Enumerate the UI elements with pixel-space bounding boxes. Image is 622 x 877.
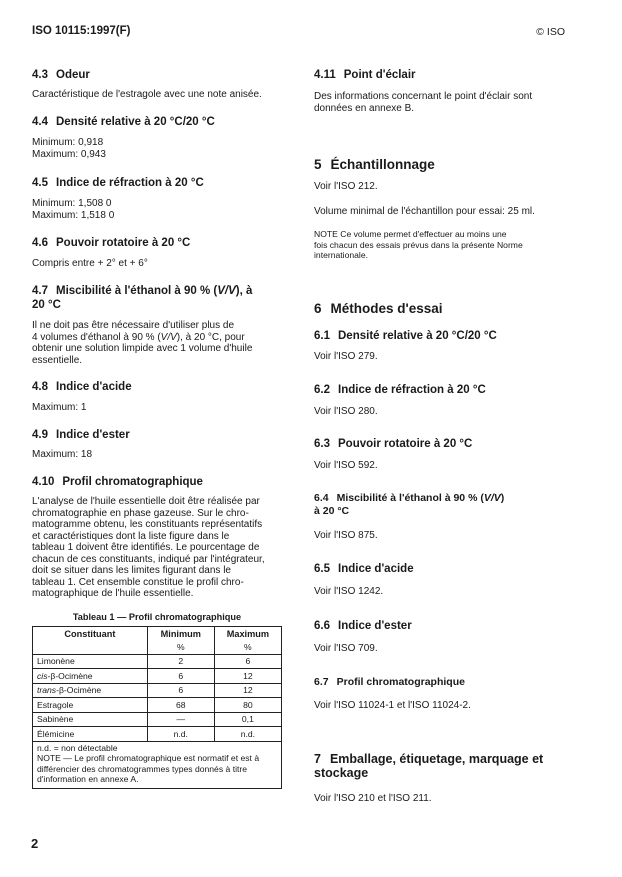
constituent-name: Estragole — [33, 698, 148, 713]
heading-4-10: 4.10 Profil chromatographique — [32, 476, 203, 488]
text-4-9: Maximum: 18 — [32, 449, 93, 460]
value-4-5-min: Minimum: 1,508 0 — [32, 198, 112, 209]
heading-4-5: 4.5 Indice de réfraction à 20 °C — [32, 177, 204, 189]
col-header-constituant: Constituant — [33, 627, 148, 641]
heading-5: 5 Échantillonnage — [314, 157, 435, 172]
heading-6-6: 6.6 Indice d'ester — [314, 620, 412, 632]
constituent-max: n.d. — [214, 727, 281, 742]
heading-6-3: 6.3 Pouvoir rotatoire à 20 °C — [314, 438, 473, 450]
value-4-4-min: Minimum: 0,918 — [32, 137, 104, 148]
constituent-name: trans-β-Ocimène — [33, 683, 148, 698]
heading-6-1: 6.1 Densité relative à 20 °C/20 °C — [314, 330, 497, 342]
col-header-maximum: Maximum — [214, 627, 281, 641]
text-6-2: Voir l'ISO 280. — [314, 406, 378, 417]
constituent-name: Sabinène — [33, 712, 148, 727]
heading-4-11: 4.11 Point d'éclair — [314, 69, 416, 81]
constituent-min: 6 — [147, 669, 214, 684]
text-4-3: Caractéristique de l'estragole avec une note anisée. — [32, 89, 262, 100]
constituent-min: n.d. — [147, 727, 214, 742]
table-footnote: n.d. = non détectable — [37, 742, 118, 753]
text-6-4: Voir l'ISO 875. — [314, 530, 378, 541]
constituent-min: — — [147, 712, 214, 727]
unit-min: % — [147, 641, 214, 655]
constituent-max: 0,1 — [214, 712, 281, 727]
constituent-min: 6 — [147, 683, 214, 698]
table-row — [33, 683, 282, 698]
text-6-1: Voir l'ISO 279. — [314, 351, 378, 362]
heading-4-6: 4.6 Pouvoir rotatoire à 20 °C — [32, 237, 191, 249]
text-4-6: Compris entre + 2° et + 6° — [32, 258, 148, 269]
text-4-8: Maximum: 1 — [32, 402, 87, 413]
text-7: Voir l'ISO 210 et l'ISO 211. — [314, 793, 432, 804]
col-header-minimum: Minimum — [147, 627, 214, 641]
value-4-4-max: Maximum: 0,943 — [32, 149, 106, 160]
text-4-10: L'analyse de l'huile essentielle doit être réalisée par chromatographie en phase gazeuse. Sur le chro- matogramme obtenu, les constituants représentatifs et caractéristiques dont la liste figure dans le tableau 1 doivent être identifiés. Le pourcentage de chacun de ces constituants, indiqué par l'intégrateur, doit se situer dans les limites figurant dans le tableau 1. Cet ensemble constitue le profil chro- matographique de l'huile essentielle. — [32, 496, 265, 599]
text-6-5: Voir l'ISO 1242. — [314, 586, 384, 597]
text-6-7: Voir l'ISO 11024-1 et l'ISO 11024-2. — [314, 700, 471, 711]
text-5-volume: Volume minimal de l'échantillon pour essai: 25 ml. — [314, 206, 535, 217]
heading-6-7: 6.7 Profil chromatographique — [314, 676, 465, 688]
heading-4-9: 4.9 Indice d'ester — [32, 429, 130, 441]
note-5: NOTE Ce volume permet d'effectuer au moins une fois chacun des essais prévus dans la présente Norme internationale. — [314, 229, 523, 260]
table-row — [33, 698, 282, 713]
heading-4-3: 4.3 Odeur — [32, 69, 90, 81]
table-row — [33, 669, 282, 684]
table-row — [33, 712, 282, 727]
constituent-max: 12 — [214, 683, 281, 698]
copyright: © ISO — [536, 26, 565, 38]
table-row — [33, 727, 282, 742]
text-6-6: Voir l'ISO 709. — [314, 643, 378, 654]
table-footnote-cell — [33, 741, 282, 788]
heading-6-5: 6.5 Indice d'acide — [314, 563, 414, 575]
heading-7: 7 Emballage, étiquetage, marquage et stockage — [314, 752, 544, 780]
page-number: 2 — [31, 836, 39, 851]
table-caption: Tableau 1 — Profil chromatographique — [72, 612, 242, 622]
heading-6-4: 6.4 Miscibilité à l'éthanol à 90 % (V/V) à 20 °C — [314, 492, 505, 517]
text-5-ref: Voir l'ISO 212. — [314, 181, 378, 192]
heading-6: 6 Méthodes d'essai — [314, 301, 443, 316]
heading-4-4: 4.4 Densité relative à 20 °C/20 °C — [32, 116, 215, 128]
unit-blank — [33, 641, 148, 655]
constituent-min: 2 — [147, 654, 214, 669]
constituent-max: 6 — [214, 654, 281, 669]
table-chromatographic-profile — [32, 626, 282, 789]
standard-id: ISO 10115:1997(F) — [32, 25, 131, 37]
text-4-7: Il ne doit pas être nécessaire d'utiliser plus de 4 volumes d'éthanol à 90 % (V/V), à 20 °C, pour obtenir une solution limpide avec 1 volume d'huile essentielle. — [32, 320, 253, 366]
constituent-max: 80 — [214, 698, 281, 713]
table-note: NOTE — Le profil chromatographique est normatif et est à différencier des chromatogrammes types donnés à titre d'information en annexe A. — [37, 753, 260, 784]
constituent-name: Élémicine — [33, 727, 148, 742]
value-4-5-max: Maximum: 1,518 0 — [32, 210, 115, 221]
constituent-name: Limonène — [33, 654, 148, 669]
unit-max: % — [214, 641, 281, 655]
constituent-min: 68 — [147, 698, 214, 713]
text-4-11: Des informations concernant le point d'éclair sont données en annexe B. — [314, 91, 533, 114]
heading-4-8: 4.8 Indice d'acide — [32, 381, 132, 393]
text-6-3: Voir l'ISO 592. — [314, 460, 378, 471]
heading-4-7: 4.7 Miscibilité à l'éthanol à 90 % (V/V), à 20 °C — [32, 285, 253, 311]
table-row — [33, 654, 282, 669]
heading-6-2: 6.2 Indice de réfraction à 20 °C — [314, 384, 486, 396]
constituent-max: 12 — [214, 669, 281, 684]
constituent-name: cis-β-Ocimène — [33, 669, 148, 684]
